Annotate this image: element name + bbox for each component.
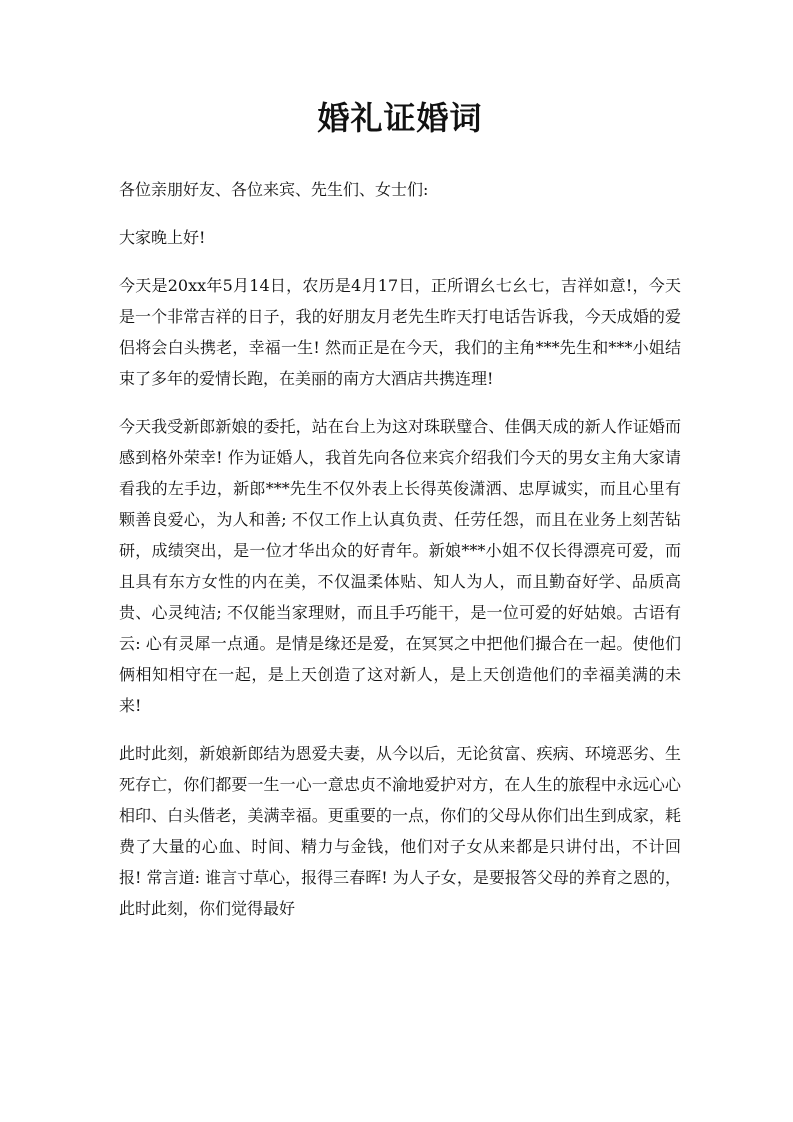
- paragraph-good-evening: 大家晚上好!: [119, 228, 206, 247]
- paragraph-introduction: 今天我受新郎新娘的委托，站在台上为这对珠联璧合、佳偶天成的新人作证婚而感到格外荣幸! 作为证婚人，我首先向各位来宾介绍我们今天的男女主角大家请看我的左手边，新郎***先生不仅外表上长得英俊潇洒、忠厚诚实，而且心里有颗善良爱心，为人和善; 不仅工作上认真负责、任劳任怨，而且在业务上刻苦钻研，成绩突出，是一位才华出众的好青年。新娘***小姐不仅长得漂亮可爱，而且具有东方女性的内在美，不仅温柔体贴、知人为人，而且勤奋好学、品质高贵、心灵纯洁; 不仅能当家理财，而且手巧能干，是一位可爱的好姑娘。古语有云: 心有灵犀一点通。是情是缘还是爱，在冥冥之中把他们撮合在一起。使他们俩相知相守在一起，是上天创造了这对新人，是上天创造他们的幸福美满的未来!: [119, 417, 681, 715]
- paragraph-date: 今天是20xx年5月14日，农历是4月17日，正所谓幺七幺七，吉祥如意!，今天是一个非常吉祥的日子，我的好朋友月老先生昨天打电话告诉我，今天成婚的爱侣将会白头携老，幸福一生! 然而正是在今天，我们的主角***先生和***小姐结束了多年的爱情长跑，在美丽的南方大酒店共携连理!: [119, 276, 681, 388]
- paragraph-greeting: 各位亲朋好友、各位来宾、先生们、女士们:: [119, 180, 429, 199]
- paragraph-vows: 此时此刻，新娘新郎结为恩爱夫妻，从今以后，无论贫富、疾病、环境恶劣、生死存亡，你们都要一生一心一意忠贞不渝地爱护对方，在人生的旅程中永远心心相印、白头偕老，美满幸福。更重要的一点，你们的父母从你们出生到成家，耗费了大量的心血、时间、精力与金钱，他们对子女从来都是只讲付出，不计回报! 常言道: 谁言寸草心，报得三春晖! 为人子女，是要报答父母的养育之恩的，此时此刻，你们觉得最好: [119, 744, 681, 918]
- document-title: 婚礼证婚词: [317, 99, 483, 137]
